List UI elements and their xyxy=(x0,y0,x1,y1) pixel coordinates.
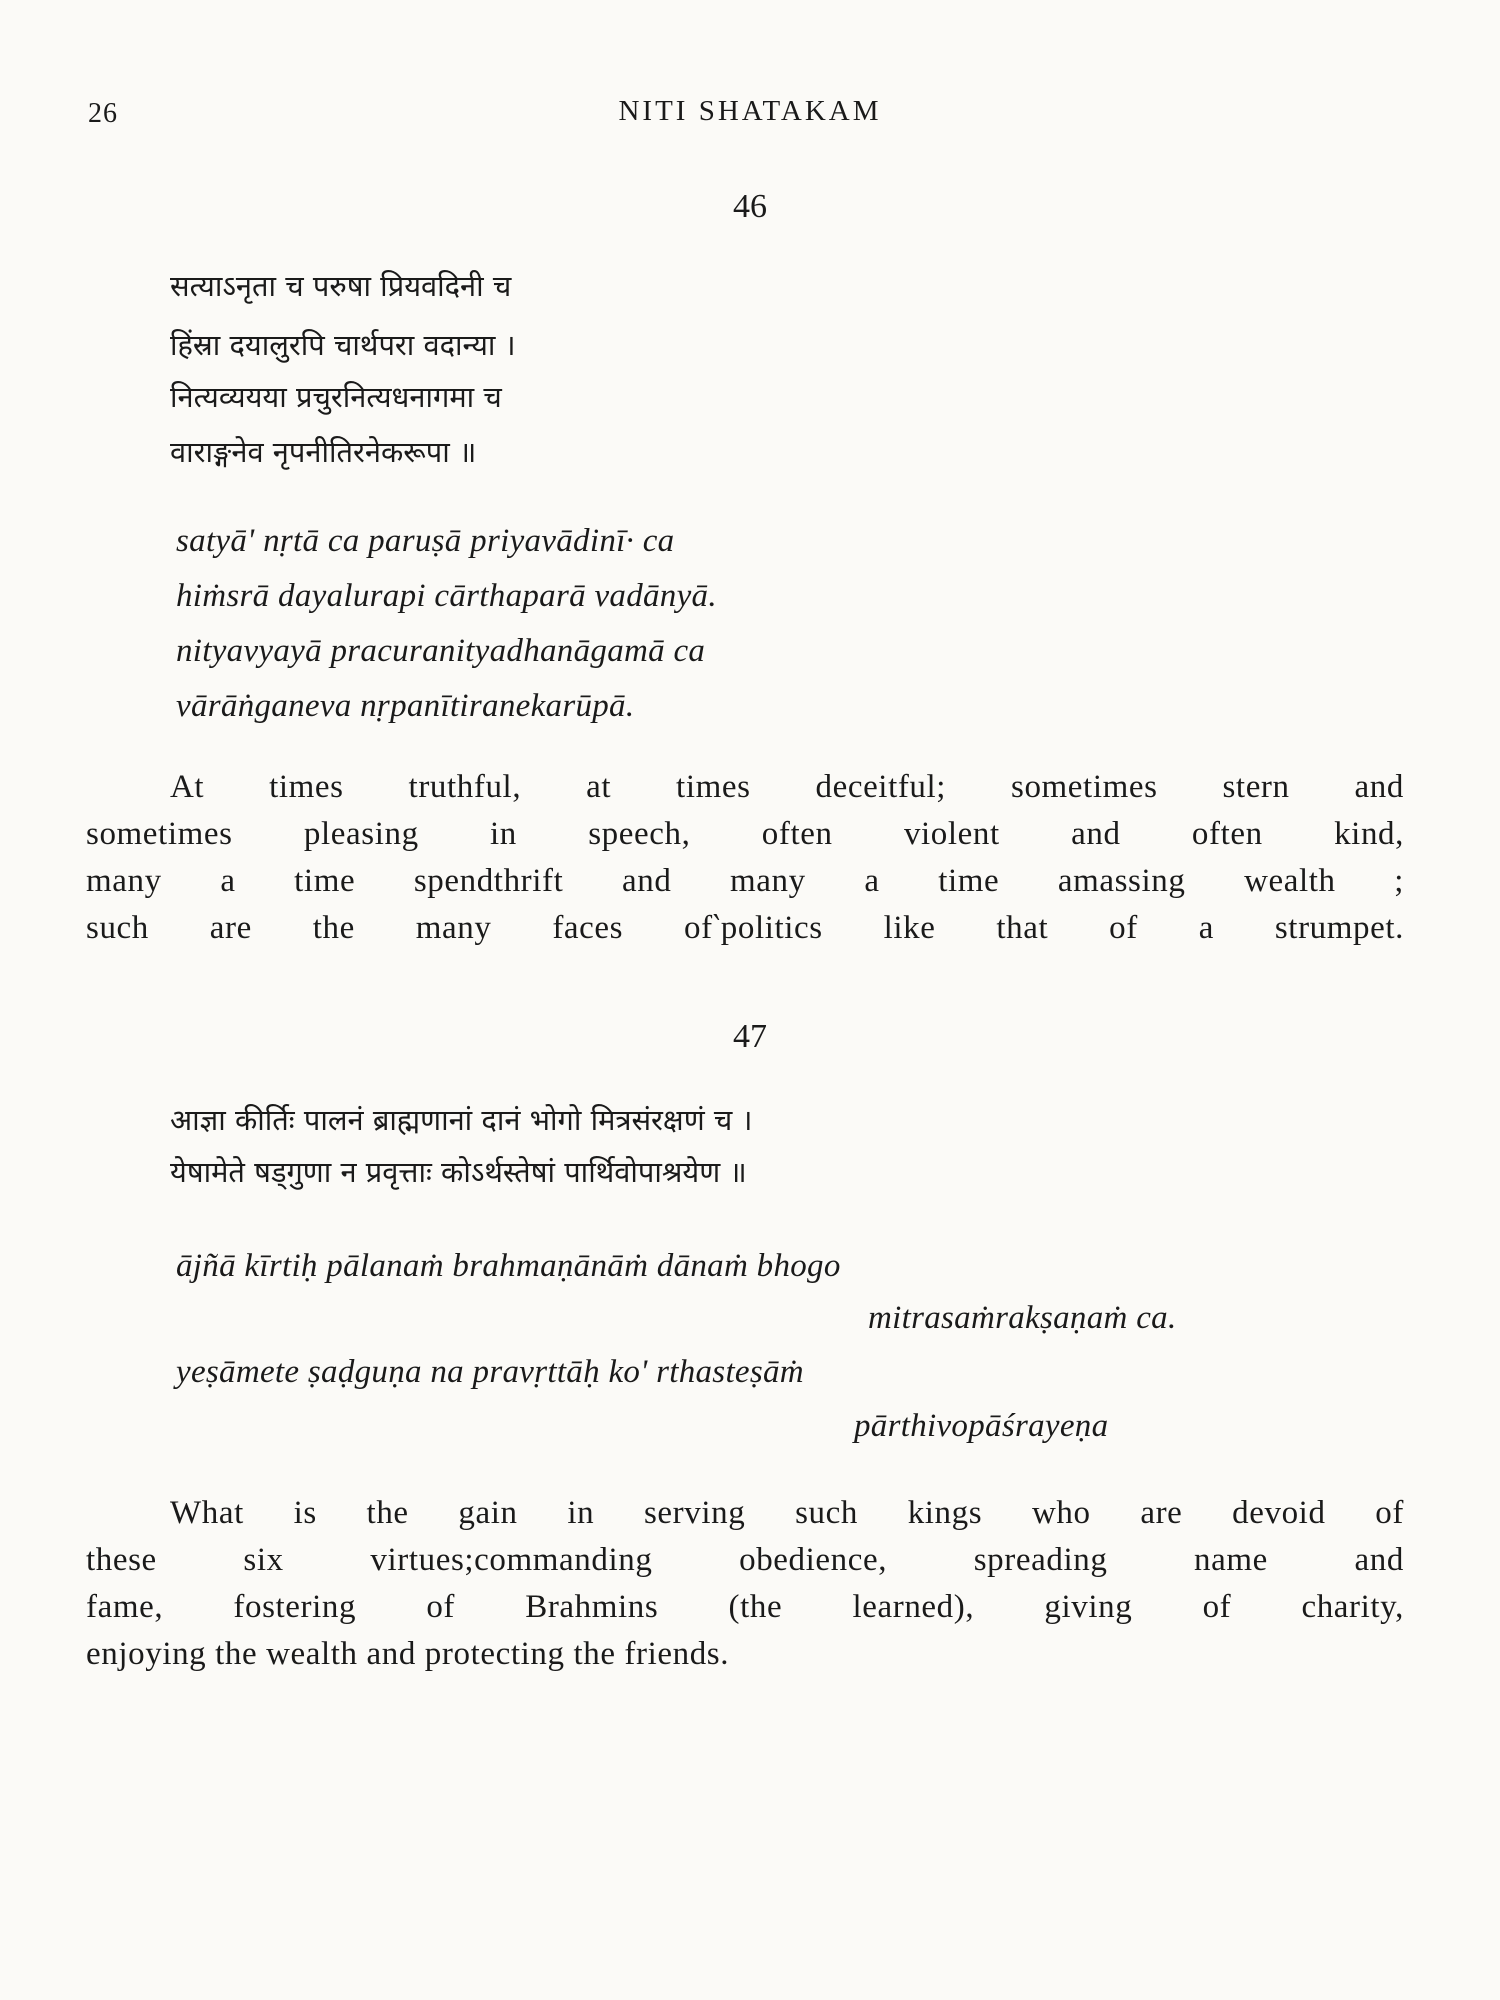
translation-line: fame, fostering of Brahmins (the learned), giving of charity, xyxy=(86,1589,1404,1625)
sanskrit-line: वाराङ्गनेव नृपनीतिरनेकरूपा ॥ xyxy=(170,435,477,469)
transliteration-line: yeṣāmete ṣaḍguṇa na pravṛttāḥ ko' rthasteṣāṁ xyxy=(176,1354,804,1390)
translation-line: At times truthful, at times deceitful; sometimes stern and xyxy=(170,769,1404,805)
sanskrit-line: येषामेते षड्गुणा न प्रवृत्ताः कोऽर्थस्तेषां पार्थिवोपाश्रयेण ॥ xyxy=(170,1155,747,1189)
translation-paragraph xyxy=(86,1490,1404,1678)
verse-number: 46 xyxy=(733,188,767,225)
translation-line: these six virtues;commanding obedience, spreading name and xyxy=(86,1542,1404,1578)
transliteration-line: hiṁsrā dayalurapi cārthaparā vadānyā. xyxy=(176,578,717,614)
translation-line: sometimes pleasing in speech, often violent and often kind, xyxy=(86,816,1404,852)
translation-line: many a time spendthrift and many a time amassing wealth ; xyxy=(86,863,1404,899)
transliteration-line: pārthivopāśrayeṇa xyxy=(854,1408,1109,1444)
translation-paragraph xyxy=(86,764,1404,952)
transliteration-line: satyā' nṛtā ca paruṣā priyavādinī· ca xyxy=(176,523,675,559)
verse-number: 47 xyxy=(733,1018,767,1055)
transliteration-line: vārāṅganeva nṛpanītiranekarūpā. xyxy=(176,688,635,724)
page-number: 26 xyxy=(88,98,118,129)
transliteration-line: mitrasaṁrakṣaṇaṁ ca. xyxy=(868,1300,1177,1336)
transliteration-line: nityavyayā pracuranityadhanāgamā ca xyxy=(176,633,706,669)
running-title: NITI SHATAKAM xyxy=(618,95,882,127)
translation-line: enjoying the wealth and protecting the friends. xyxy=(86,1636,730,1672)
sanskrit-line: नित्यव्ययया प्रचुरनित्यधनागमा च xyxy=(170,380,502,414)
sanskrit-line: आज्ञा कीर्तिः पालनं ब्राह्मणानां दानं भोगो मित्रसंरक्षणं च । xyxy=(170,1103,753,1137)
translation-line: such are the many faces of‵politics like that of a strumpet. xyxy=(86,910,1404,946)
translation-line: What is the gain in serving such kings who are devoid of xyxy=(170,1495,1404,1531)
sanskrit-line: हिंस्रा दयालुरपि चार्थपरा वदान्या । xyxy=(170,328,516,362)
sanskrit-line: सत्याऽनृता च परुषा प्रियवदिनी च xyxy=(170,269,512,303)
transliteration-line: ājñā kīrtiḥ pālanaṁ brahmaṇānāṁ dānaṁ bhogo xyxy=(176,1248,841,1284)
